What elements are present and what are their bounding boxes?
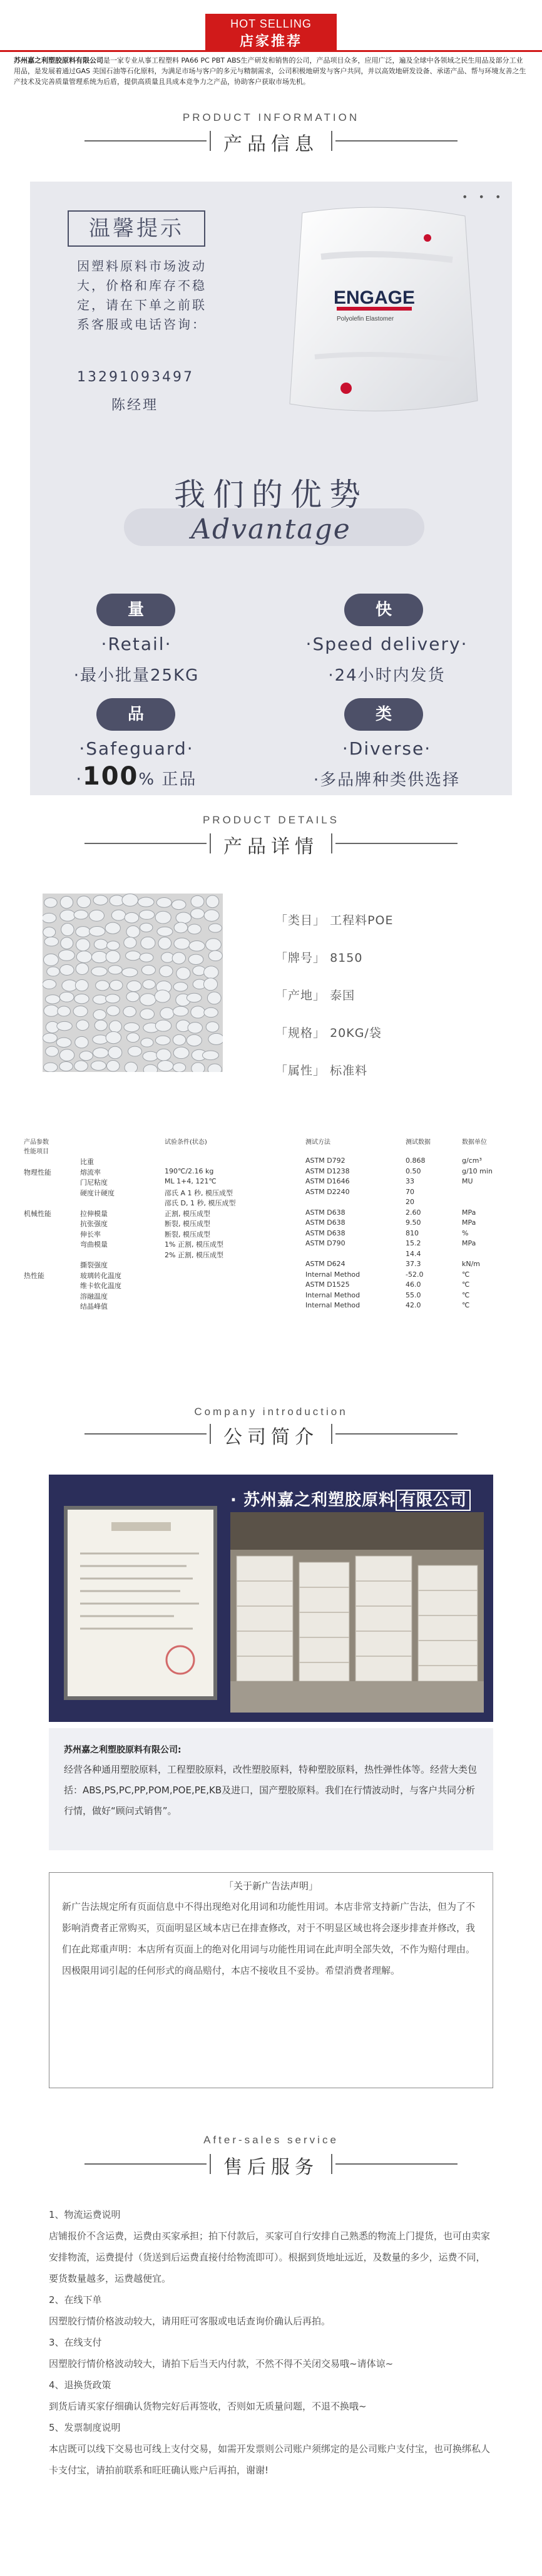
table-cell: ASTM D638 xyxy=(305,1208,345,1217)
pellet xyxy=(191,909,205,919)
product-bag-image xyxy=(277,200,484,426)
spec-attribute: 「属性」 标准料 xyxy=(275,1064,368,1078)
table-cell: ASTM D638 xyxy=(305,1229,345,1237)
pellet xyxy=(208,1033,223,1044)
table-cell: 15.2 xyxy=(406,1239,421,1247)
pellet xyxy=(111,910,126,920)
pellet xyxy=(76,1020,89,1031)
pellet xyxy=(191,1006,205,1018)
table-row xyxy=(24,1301,518,1311)
after-sales-item: 2、在线下单 因塑胶行情价格波动较大，请用旺可客服或电话查询价确认后再拍。 xyxy=(49,2294,331,2327)
spec-origin: 「产地」 泰国 xyxy=(275,989,355,1002)
table-cell: ASTM D638 xyxy=(305,1218,345,1227)
pellet xyxy=(160,966,173,977)
hot-selling-underline xyxy=(0,50,542,52)
pellet xyxy=(124,937,136,949)
advantage-cn-diverse: ·多品牌种类供选择 xyxy=(313,771,461,790)
table-cell: 溶融温度 xyxy=(80,1292,108,1301)
intro-text: 是一家专业从事工程塑料 PA66 PC PBT ABS生产研发和销售的公司，产品项目众多，应用广泛，遍及全球中各领域之民生用品及部分工业用品，是发展着通过GAS 美国石油等石化原料，为满足市场与客户的多元与精制需求，公司积极地研发与客户共同，并以高效地研发设备、承诺产品、帮与环境友善之生产技术及完善质量管理系统为后盾，提供高质量且具成本竞争力之产品，协助客户获取市场先机。 xyxy=(14,56,526,86)
pellet xyxy=(206,1022,219,1033)
pellet xyxy=(160,1007,174,1019)
pellet xyxy=(60,896,73,908)
pellet xyxy=(109,1021,121,1033)
table-row xyxy=(24,1229,518,1239)
pellet xyxy=(140,994,156,1006)
pellet xyxy=(58,950,74,961)
pellet xyxy=(91,1061,106,1070)
table-cell: % xyxy=(462,1229,469,1237)
table-cell: 维卡软化温度 xyxy=(80,1282,121,1290)
table-header-cell: 数据单位 xyxy=(462,1139,487,1146)
pellet xyxy=(106,994,120,1003)
pellet xyxy=(208,951,222,961)
pellet xyxy=(206,939,222,951)
table-cell: ℃ xyxy=(462,1291,470,1299)
table-cell: MPa xyxy=(462,1239,476,1247)
pellet xyxy=(106,1031,121,1043)
pellet xyxy=(173,1006,188,1016)
pellet xyxy=(44,1005,59,1016)
table-cell: kN/m xyxy=(462,1260,481,1268)
table-cell: ℃ xyxy=(462,1301,470,1309)
table-cell: 190℃/2.16 kg xyxy=(165,1167,214,1175)
table-cell: 比重 xyxy=(80,1158,94,1166)
table-cell: ASTM D790 xyxy=(305,1239,345,1247)
pellet xyxy=(44,954,59,966)
notice-line: 大，价格和库存不稳 xyxy=(77,278,207,293)
advantage-title: 我们的优势 xyxy=(174,477,368,513)
pellet xyxy=(207,992,221,1004)
table-row xyxy=(24,1260,518,1270)
table-header-cell: 测试数据 xyxy=(406,1139,431,1146)
pellet xyxy=(125,1062,137,1072)
table-cell: 46.0 xyxy=(406,1280,421,1289)
table-cell: 撕裂强度 xyxy=(80,1261,108,1269)
notice-line: 系客服或电话咨询： xyxy=(77,317,207,332)
table-cell: g/10 min xyxy=(462,1167,493,1175)
pellet xyxy=(126,1033,139,1043)
pellet xyxy=(172,952,185,964)
pellet xyxy=(138,897,154,907)
pellet xyxy=(173,982,188,992)
table-cell: ℃ xyxy=(462,1280,470,1289)
table-cell: 邵氏 A 1 秒, 模压成型 xyxy=(165,1188,233,1197)
pellet xyxy=(141,1038,153,1047)
spec-package: 「规格」 20KG/袋 xyxy=(275,1026,382,1040)
warehouse-photo xyxy=(230,1512,484,1713)
pellet xyxy=(59,992,74,1002)
advantage-en-safeguard: ·Safeguard· xyxy=(79,738,194,759)
table-cell: 42.0 xyxy=(406,1301,421,1309)
table-header-cell: 测试方法 xyxy=(305,1139,330,1146)
product-info-en: PRODUCT INFORMATION xyxy=(182,111,360,123)
pellet xyxy=(126,992,140,1002)
pellet xyxy=(176,967,190,980)
pellet xyxy=(47,967,60,976)
after-sales-item: 5、发票制度说明 本店既可以线下交易也可线上支付交易，如需开发票则公司账户须绑定的是公司账户支付宝，也可换绑私人卡支付宝，请拍前联系和旺旺确认账户后再拍，谢谢! xyxy=(49,2422,491,2476)
table-row xyxy=(24,1157,518,1167)
table-cell: 20 xyxy=(406,1198,414,1206)
company-intro-paragraph xyxy=(14,55,528,87)
pellet xyxy=(76,939,90,951)
pellet xyxy=(46,995,60,1004)
pellet xyxy=(43,979,56,989)
advantage-subtitle: Advantage xyxy=(191,513,351,545)
table-cell: ASTM D2240 xyxy=(305,1187,350,1196)
pellet xyxy=(93,1009,106,1019)
pellet xyxy=(60,964,74,975)
pellet xyxy=(161,952,173,962)
pellet xyxy=(139,910,154,919)
table-cell: 弯曲模量 xyxy=(80,1240,108,1249)
pellet xyxy=(204,910,219,921)
pellet xyxy=(204,1007,218,1017)
pellet xyxy=(106,1061,120,1072)
after-sales-cn: 售后服务 xyxy=(223,2156,319,2178)
pellet xyxy=(124,1023,140,1032)
pellet xyxy=(44,937,58,946)
table-cell: 55.0 xyxy=(406,1291,421,1299)
advantage-cn-speed: ·24小时内发货 xyxy=(328,666,446,685)
pellet xyxy=(188,1023,202,1034)
pellet xyxy=(155,990,170,1002)
pellet xyxy=(202,1051,218,1060)
table-cell: ASTM D1525 xyxy=(305,1280,350,1289)
product-details-en: PRODUCT DETAILS xyxy=(202,814,340,826)
pellet xyxy=(110,980,123,990)
table-cell: Internal Method xyxy=(305,1291,360,1299)
pellet xyxy=(189,940,205,951)
pellet xyxy=(176,912,191,924)
table-cell: 拉伸模量 xyxy=(80,1209,108,1218)
bag-subtitle: Polyolefin Elastomer xyxy=(337,316,394,322)
table-cell: 邵氏 D, 1 秒, 模压成型 xyxy=(165,1199,236,1207)
pellet xyxy=(44,1063,58,1072)
notice-block xyxy=(30,182,271,413)
pellet xyxy=(156,1049,171,1061)
table-row xyxy=(24,1218,518,1229)
table-cell: 伸长率 xyxy=(80,1230,101,1239)
table-cell: 熔流率 xyxy=(80,1168,101,1177)
table-cell: 2.60 xyxy=(406,1208,421,1217)
pellet xyxy=(76,963,88,974)
pellet xyxy=(141,937,155,949)
pellet xyxy=(206,895,218,908)
table-cell: 物理性能 xyxy=(24,1168,51,1177)
table-cell: 断裂, 模压成型 xyxy=(165,1220,210,1228)
pellet xyxy=(143,980,156,989)
table-cell: 810 xyxy=(406,1229,419,1237)
table-cell: 0.50 xyxy=(406,1167,421,1175)
pellet xyxy=(173,1063,185,1072)
pellet xyxy=(143,1051,158,1061)
table-cell: 0.868 xyxy=(406,1157,426,1165)
pellet xyxy=(173,1034,186,1045)
table-cell: 70 xyxy=(406,1187,414,1196)
ad-law-notice-text: 新广告法规定所有页面信息中不得出现绝对化用词和功能性用词。本店非常支持新广告法，但为了不影响消费者正常购买，页面明显区域本店已在排查修改，对于不明显区域也将会逐步排查并修改，我们在此郑重声明：本店所有页面上的绝对化用词与功能性用词在此声明全部失效，不作为赔付理由。因极限用词引起的任何形式的商品赔付，本店不接收且不妥协。希望消费者理解。 xyxy=(62,1901,476,1976)
table-cell: 硬度计硬度 xyxy=(80,1188,115,1197)
table-cell: 抗张强度 xyxy=(80,1220,108,1228)
table-cell: MU xyxy=(462,1177,473,1185)
hot-selling-cn: 店家推荐 xyxy=(239,34,302,49)
ad-law-notice xyxy=(49,1872,493,2088)
pellet xyxy=(105,922,120,934)
table-row xyxy=(24,1208,518,1218)
pellet xyxy=(74,994,89,1004)
pellet xyxy=(125,912,139,923)
company-banner xyxy=(49,1475,493,1722)
pellet xyxy=(74,1061,88,1071)
pellet xyxy=(59,1062,73,1071)
notice-line: 因塑料原料市场波动 xyxy=(77,259,207,274)
table-row xyxy=(24,1250,518,1260)
pellet xyxy=(155,911,171,924)
advantage-cn-safeguard: ·100% 正品 xyxy=(76,762,197,791)
table-cell: 玻璃转化温度 xyxy=(80,1271,121,1280)
intro-company-name: 苏州嘉之利塑胶原料有限公司 xyxy=(14,56,103,64)
bag-brand: ENGAGE xyxy=(334,287,416,308)
pellet xyxy=(188,924,201,934)
product-info-panel xyxy=(30,182,512,795)
pellet xyxy=(173,1047,189,1059)
pellet xyxy=(57,1021,73,1030)
pellet xyxy=(59,1049,74,1061)
after-sales-item: 1、物流运费说明 店铺报价不含运费，运费由买家承担；拍下付款后，买家可自行安排自己熟悉的物流上门提货，也可由卖家安排物流，运费提付（货送到后运费直接付给物流即可）。根据到货地址远近，及数量的多少，运费不同，要货数量越多，运费越便宜。 xyxy=(49,2209,491,2284)
company-intro-cn: 公司简介 xyxy=(223,1426,319,1448)
table-cell: 机械性能 xyxy=(24,1209,51,1218)
pellet xyxy=(76,951,92,963)
pellet xyxy=(126,951,141,961)
product-info-cn: 产品信息 xyxy=(223,133,319,155)
pellet xyxy=(96,981,110,991)
notice-body xyxy=(77,257,258,334)
pellet xyxy=(61,937,73,949)
company-description xyxy=(49,1728,493,1850)
table-cell: Internal Method xyxy=(305,1301,360,1309)
pellet xyxy=(108,1046,122,1059)
pellet xyxy=(43,1033,57,1043)
pellet xyxy=(93,995,107,1004)
pellets-photo xyxy=(43,894,223,1072)
pellet xyxy=(203,978,217,991)
after-sales-item: 4、退换货政策 到货后请买家仔细确认货物完好后再签收，否则如无质量问题，不退不换哦~ xyxy=(49,2379,367,2412)
pellet xyxy=(75,980,88,991)
pellet xyxy=(158,1061,173,1071)
pellet xyxy=(62,980,78,991)
table-cell: 热性能 xyxy=(24,1271,44,1280)
pellet xyxy=(155,1036,170,1045)
notice-contact-name: 陈经理 xyxy=(111,398,159,413)
advantage-en-retail: ·Retail· xyxy=(101,634,172,654)
after-sales-list xyxy=(49,2204,493,2481)
pellet xyxy=(156,898,171,908)
table-row xyxy=(24,1177,518,1187)
table-cell: 14.4 xyxy=(406,1249,421,1258)
pellet xyxy=(188,954,203,964)
table-cell: ASTM D792 xyxy=(305,1157,345,1165)
table-cell: 结晶峰值 xyxy=(80,1302,108,1311)
company-description-heading: 苏州嘉之利塑胶原料有限公司: xyxy=(64,1745,182,1755)
pellet xyxy=(140,923,152,932)
table-cell: -52.0 xyxy=(406,1270,424,1279)
pellet xyxy=(187,1034,202,1046)
table-cell: ASTM D1238 xyxy=(305,1167,350,1175)
pellet xyxy=(89,927,105,937)
table-cell: ℃ xyxy=(462,1270,470,1279)
pellet xyxy=(43,913,56,922)
pellet xyxy=(122,968,138,977)
pellet xyxy=(193,966,206,976)
pellet xyxy=(141,966,155,975)
hot-selling-tab xyxy=(205,14,337,50)
pellet xyxy=(108,966,122,974)
table-cell: 断裂, 模压成型 xyxy=(165,1230,210,1239)
product-details-cn: 产品详情 xyxy=(223,836,319,858)
dots-decoration: • • • xyxy=(462,191,505,203)
table-cell: 2% 正割, 模压成型 xyxy=(165,1250,223,1259)
pellet xyxy=(106,1006,120,1016)
table-cell: 门尼粘度 xyxy=(80,1178,108,1187)
table-cell: 33 xyxy=(406,1177,414,1185)
hot-selling-banner xyxy=(0,0,542,50)
after-sales-item: 3、在线支付 因塑胶行情价格波动较大，请拍下后当天内付款，不然不得不关闭交易哦~请体谅~ xyxy=(49,2337,394,2369)
table-cell: 1% 正割, 模压成型 xyxy=(165,1240,223,1249)
pellet xyxy=(122,894,138,906)
table-row xyxy=(24,1167,518,1177)
pellet xyxy=(187,993,202,1002)
notice-title: 温馨提示 xyxy=(68,210,205,247)
advantage-en-speed: ·Speed delivery· xyxy=(305,634,468,654)
pellet xyxy=(61,924,74,936)
advantage-en-diverse: ·Diverse· xyxy=(342,738,432,759)
pellet xyxy=(204,966,219,979)
pellet xyxy=(60,910,76,921)
table-row xyxy=(24,1291,518,1301)
pellet xyxy=(208,924,222,932)
pellet xyxy=(95,1020,107,1031)
company-description-text: 经营各种通用塑胶原料，工程塑胶原料，改性塑胶原料，特种塑胶原料，热性弹性体等。经营大类包括：ABS,PS,PC,PP,POM,POE,PE,KB及进口，国产塑胶原料。我们在行情波动时，与客户共同分析行情，做好“顾问式销售”。 xyxy=(64,1764,478,1816)
pellet xyxy=(140,1009,155,1019)
table-cell: ASTM D624 xyxy=(305,1260,345,1268)
pellet xyxy=(126,925,140,937)
spec-category: 「类目」 工程料POE xyxy=(275,914,394,927)
hot-selling-en: HOT SELLING xyxy=(230,18,312,30)
table-cell: Internal Method xyxy=(305,1270,360,1279)
pellet xyxy=(140,953,153,962)
table-cell: 9.50 xyxy=(406,1218,421,1227)
pellet xyxy=(46,1046,59,1056)
pellet xyxy=(89,910,104,921)
pellet xyxy=(107,941,120,950)
table-cell: 37.3 xyxy=(406,1260,421,1268)
company-banner-name: · 苏州嘉之利塑胶原料 有限公司 xyxy=(230,1487,471,1510)
pellet xyxy=(91,951,107,962)
company-intro-en: Company introduction xyxy=(194,1406,348,1418)
pellet xyxy=(73,1006,88,1016)
table-header-cell: 产品参数 性能项目 xyxy=(24,1139,49,1155)
pellet xyxy=(77,896,91,908)
pellet xyxy=(157,927,173,936)
pellet xyxy=(93,1048,108,1058)
pellet xyxy=(106,951,120,963)
notice-line: 定，请在下单之前联 xyxy=(77,297,207,312)
pellet xyxy=(76,927,91,937)
pellet xyxy=(74,910,88,920)
pellet xyxy=(93,895,108,905)
advantage-pill-quality: 品 xyxy=(96,698,175,731)
pellet xyxy=(75,1036,88,1048)
pellet xyxy=(127,981,141,991)
table-cell: ML 1+4, 121℃ xyxy=(165,1177,217,1185)
pellet xyxy=(56,1038,71,1047)
table-header-cell: 试验条件(状态) xyxy=(165,1139,207,1146)
table-header xyxy=(24,1136,518,1155)
pellet xyxy=(128,1046,142,1056)
table-cell: ASTM D1646 xyxy=(305,1177,350,1185)
table-cell: g/cm³ xyxy=(462,1157,482,1165)
pellet xyxy=(79,1051,93,1061)
pellet xyxy=(44,898,58,907)
pellet xyxy=(158,937,171,949)
notice-phone: 13291093497 xyxy=(77,369,194,385)
pellet xyxy=(123,1006,136,1016)
pellet xyxy=(174,922,188,933)
pellet xyxy=(192,1063,205,1072)
ad-law-notice-title: 「关于新广告法声明」 xyxy=(223,1880,318,1892)
table-cell: MPa xyxy=(462,1218,476,1227)
after-sales-en: After-sales service xyxy=(203,2134,339,2146)
table-cell: 正割, 模压成型 xyxy=(165,1209,210,1218)
table-cell: MPa xyxy=(462,1208,476,1217)
pellet xyxy=(208,1064,222,1072)
table-row xyxy=(24,1280,518,1291)
pellet xyxy=(91,967,107,976)
table-row xyxy=(24,1188,518,1198)
table-row xyxy=(24,1270,518,1280)
pellet xyxy=(58,1006,71,1016)
pellet xyxy=(155,1020,171,1031)
advantage-cn-retail: ·最小批量25KG xyxy=(73,666,200,685)
pellet xyxy=(174,938,190,949)
pellet xyxy=(43,927,56,937)
table-row xyxy=(24,1239,518,1249)
business-license-image xyxy=(64,1506,217,1700)
advantage-pill-quantity: 量 xyxy=(96,594,175,626)
advantage-pill-fast: 快 xyxy=(344,594,423,626)
pellet xyxy=(171,900,186,909)
pellet xyxy=(191,895,204,907)
table-row xyxy=(24,1198,518,1208)
pellet xyxy=(94,939,108,949)
spec-grade: 「牌号」 8150 xyxy=(275,951,363,965)
advantage-pill-category: 类 xyxy=(344,698,423,731)
